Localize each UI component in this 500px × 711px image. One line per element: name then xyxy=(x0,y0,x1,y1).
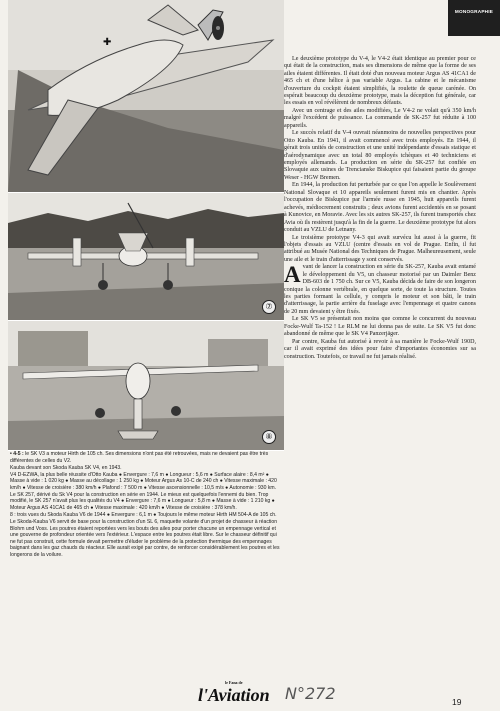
handwritten-issue-number: N°272 xyxy=(285,684,336,703)
dropcap-paragraph-text: vant de lancer la construction en série du SK-257, Kauba avait entamé le développement du V5, un chasseur motorisé par un Daimler Benz DB-603 de 1 750 ch. Sur ce V5, Kauba décida de faire de son longeron conique la colonne vertébrale, en quelque sorte, de toute la structure. Toutes les parties formant la cellule, y compris le moteur et son bâti, le train d'atterrissage, la partie arrière du fuselage avec l'empennage et quatre canons de 20 mm devaient y être fixés. xyxy=(284,264,476,315)
photo-plane-on-airfield xyxy=(8,321,284,451)
photo-captions xyxy=(10,451,282,669)
caption xyxy=(10,492,282,512)
article-text-column xyxy=(284,56,476,676)
caption-text: V4 D-EZWA, la plus belle réussite d'Otto Kauba ● Envergure : 7,6 m ● Longueur : 5,6 m ● Surface alaire : 8,4 m² ● Masse à vide : 1 020 kg ● Masse au décollage : 1 250 kg ● Moteur Argus As 10-C de 240 ch ● Vitesse maximale : 420 km/h ● Vitesse de croisière : 380 km/h ● Plafond : 7 500 m ● Vitesse ascensionnelle : 10,5 m/s ● Autonomie : 930 km. xyxy=(10,471,277,491)
article-dropcap-paragraph xyxy=(284,264,476,316)
caption-lead: • 4-5 : xyxy=(10,451,24,457)
page-number: 19 xyxy=(452,697,462,707)
magazine-logo-text: l'Aviation xyxy=(198,685,270,705)
photo-plane-in-flight xyxy=(8,0,284,193)
caption xyxy=(10,451,282,464)
caption-text: Kauba devant son Skoda Kauba SK V4, en 1943. xyxy=(10,464,122,471)
caption-text: Le Skoda-Kauba V6 servit de base pour la construction d'un SL 6, maquette volante d'un projet de chasseur à réaction Blohm und Voss. Les poutres étaient reportées vers les bouts des ailes pour porter chacune un empennage vertical et une gouverne de profondeur orientée vers l'extérieur. L'espace entre les poutres était libre. Sur le chasseur définitif qui ne fut pas construit, cette formule devait permettre d'éluder le problème de la protection thermique des empennages baignant dans les gaz chauds du réacteur. Elle aurait exigé par contre, de renforcer considérablement les poutres et les longerons de la voilure. xyxy=(10,518,280,558)
caption xyxy=(10,512,282,519)
magazine-logo xyxy=(198,680,270,706)
figure-number-8: ⑧ xyxy=(262,430,276,444)
caption xyxy=(10,465,282,472)
caption-text: 8 : trois vues du Skoda Kauba V6 de 1944 ● Envergure : 6,1 m ● Toujours le même moteur Hirth HM 504-A de 105 ch. xyxy=(10,511,277,518)
article-paragraph: Le succès relatif du V-4 ouvrait néanmoins de nouvelles perspectives pour Otto Kauba. En 1941, il avait commencé avec trois employés. En 1944, il gérait trois unités de construction et une unité indépendante d'essais statique et d'aérodynamique avec un total 80 employés tchèques et 40 techniciens et employés allemands. La production en série du SK-257 fut confiée en Slovaquie aux usines de Trencianske Biskupice qui faisaient partie du groupe Weser - HGW Bremen. xyxy=(284,130,476,181)
article-paragraph: Par contre, Kauba fut autorisé à revoir à sa manière le Focke-Wulf 190D, car il avait exprimé des idées pour faire d'importantes économies sur sa construction. Toutefois, ce travail ne fut jamais réalisé. xyxy=(284,338,476,360)
drop-cap: A xyxy=(284,262,301,288)
svg-text:✚: ✚ xyxy=(103,37,112,48)
magazine-logo-small: le Fana de xyxy=(225,680,243,685)
article-paragraph: Avec un centrage et des ailes modifiées, Le V4-2 ne volait qu'à 350 km/h malgré l'excédent de puissance. La commande de SK-257 fut réduite à 100 appareils. xyxy=(284,108,476,129)
article-paragraph: Le SK V5 se présentait non moins que comme le concurrent du nouveau Focke-Wulf Ta-152 ! Le RLM ne lui donna pas de suite. Le SK V5 fut donc abandonné de même que le SK V4 Panzerjäger. xyxy=(284,316,476,338)
photo-column xyxy=(8,0,284,450)
photo-plane-on-ground xyxy=(8,193,284,321)
figure-number-7: ⑦ xyxy=(262,300,276,314)
caption-text: Le SK 257, dérivé du Sk V4 pour la construction en série en 1944. Le mieux est quelquefois l'ennemi du bien. Trop modifié, le SK 257 n'avait plus les qualités du V4 ● Envergure : 7,6 m ● Longueur : 5,8 m ● Masse à vide : 1 210 kg ● Moteur Argus AS 41CA1 de 465 ch ● Vitesse maximale : 420 km/h ● Vitesse de croisière : 378 km/h. xyxy=(10,491,275,511)
article-paragraph: Le troisième prototype V4-3 qui avait survécu lui aussi à la guerre, fit l'objets d'essais au VZLU (centre d'essais en vol de Prague. Enfin, il fut attribué au Musée National des Techniques de Prague. Malheureusement, seule une aile et le train d'atterrissage y sont conservés. xyxy=(284,234,476,263)
article-paragraph: En 1944, la production fut perturbée par ce que l'on appelle le Soulèvement National Slovaque et 10 appareils seulement furent mis en chantier. Après l'occupation de Biskupice par l'armée russe en 1945, huit appareils furent achevés, médiocrement construits ; deux avions furent accidentés en se posant à Kunovice, en Moravie. Avec les six autres SK-257, ils furent transportés chez Avia où ils restèrent jusqu'à la fin de la guerre. Le deuxième prototype fut alors conduit au VZLU de Letnany. xyxy=(284,182,476,233)
caption xyxy=(10,519,282,558)
caption-text: le SK V3 a moteur Hirth de 105 ch. Ses dimensions n'ont pas été retrouvées, mais ne devaient pas être très différentes de celles du V2. xyxy=(10,451,269,464)
caption xyxy=(10,472,282,492)
section-tab-label: MONOGRAPHIE xyxy=(454,9,494,14)
article-paragraph: Le deuxième prototype du V-4, le V4-2 était identique au premier pour ce qui était de la construction, mais ses dimensions de même que la forme de ses ailes étaient différentes. Il était doté d'un nouveau moteur Argus AS 41CA1 de 465 ch et d'une hélice à pas variable Argus. La cabine et le mécanisme d'ouverture du cockpit étaient simplifiés, la roulette de queue carénée. On espérait beaucoup du deuxième prototype, mais la déception fut générale, car les essais en vol révélèrent de nombreux défauts. xyxy=(284,56,476,107)
section-tab xyxy=(448,0,500,36)
